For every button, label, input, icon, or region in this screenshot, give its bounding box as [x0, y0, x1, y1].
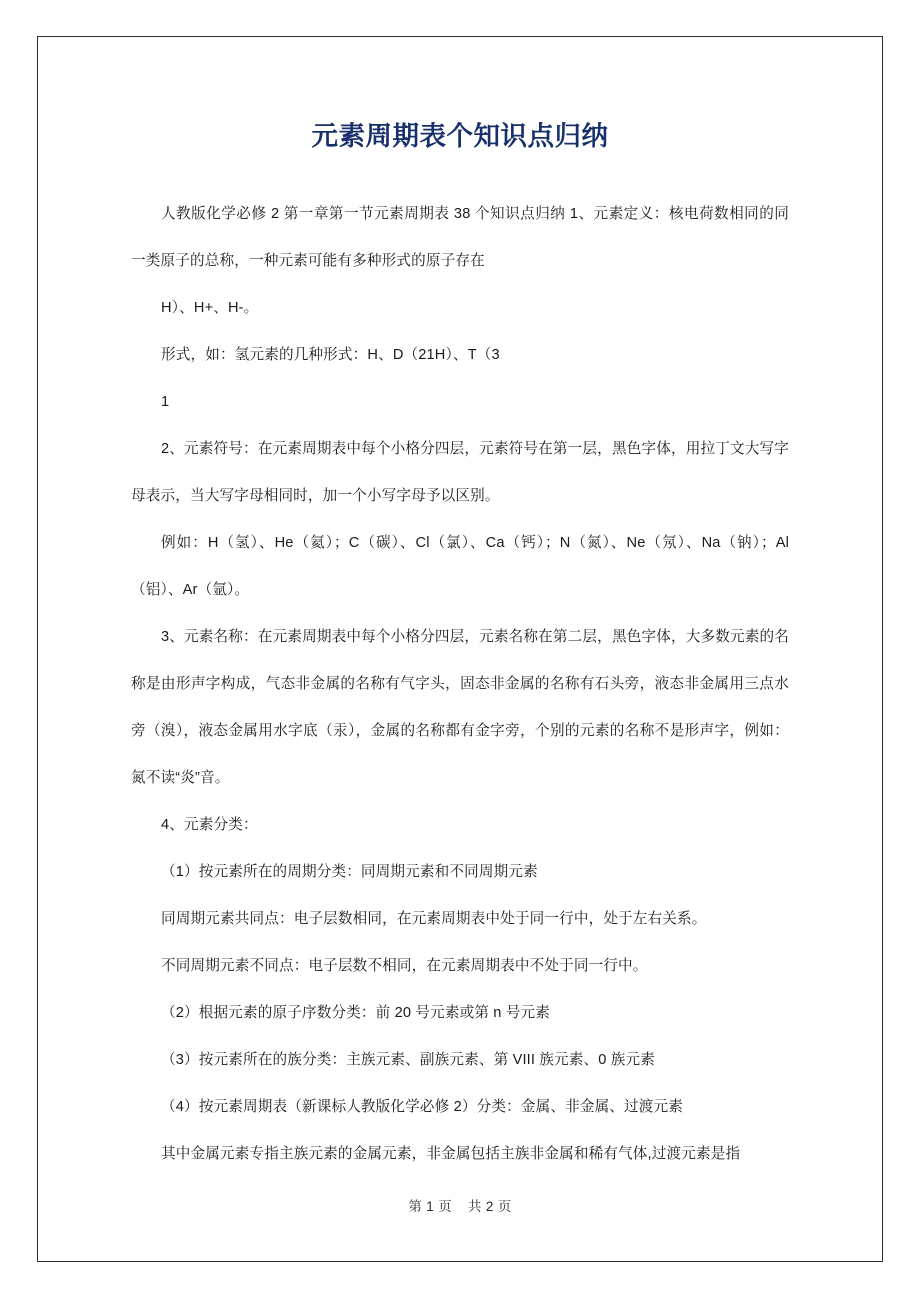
paragraph: 4、元素分类： [161, 817, 258, 834]
paragraph: H）、H+、H-。 [161, 300, 259, 317]
paragraph: （2）根据元素的原子序数分类：前 20 号元素或第 n 号元素 [161, 1005, 550, 1022]
paragraph: （4）按元素周期表（新课标人教版化学必修 2）分类：金属、非金属、过渡元素 [161, 1099, 684, 1116]
page-title: 元素周期表个知识点归纳 [311, 121, 609, 151]
page-footer [0, 1196, 920, 1215]
paragraph: 形式，如：氢元素的几种形式：H、D（21H）、T（3 [161, 347, 500, 364]
document-body [131, 191, 789, 1178]
paragraph: （1）按元素所在的周期分类：同周期元素和不同周期元素 [161, 864, 538, 881]
paragraph: 其中金属元素专指主族元素的金属元素，非金属包括主族非金属和稀有气体,过渡元素是指 [161, 1146, 741, 1163]
paragraph: 例如：H（氢）、He（氦）；C（碳）、Cl（氯）、Ca（钙）；N（氮）、Ne（氖）、Na（钠）；Al（铝）、Ar（氩）。 [131, 535, 789, 599]
paragraph: 3、元素名称：在元素周期表中每个小格分四层，元素名称在第二层，黑色字体，大多数元素的名称是由形声字构成，气态非金属的名称有气字头，固态非金属的名称有石头旁，液态非金属用三点水旁（溴），液态金属用水字底（汞），金属的名称都有金字旁，个别的元素的名称不是形声字，例如：氮不读“炎”音。 [131, 629, 789, 787]
footer-total-pages: 共 2 页 [468, 1199, 512, 1214]
paragraph: 同周期元素共同点：电子层数相同，在元素周期表中处于同一行中，处于左右关系。 [161, 911, 707, 928]
paragraph: 1 [161, 394, 170, 411]
paragraph: 不同周期元素不同点：电子层数不相同，在元素周期表中不处于同一行中。 [161, 958, 648, 975]
paragraph: 人教版化学必修 2 第一章第一节元素周期表 38 个知识点归纳 1、元素定义：核电荷数相同的同一类原子的总称，一种元素可能有多种形式的原子存在 [131, 206, 789, 270]
footer-current-page: 第 1 页 [408, 1199, 452, 1214]
page-content [131, 36, 789, 1178]
paragraph: 2、元素符号：在元素周期表中每个小格分四层，元素符号在第一层，黑色字体，用拉丁文大写字母表示，当大写字母相同时，加一个小写字母予以区别。 [131, 441, 789, 505]
paragraph: （3）按元素所在的族分类：主族元素、副族元素、第 VIII 族元素、0 族元素 [161, 1052, 655, 1069]
